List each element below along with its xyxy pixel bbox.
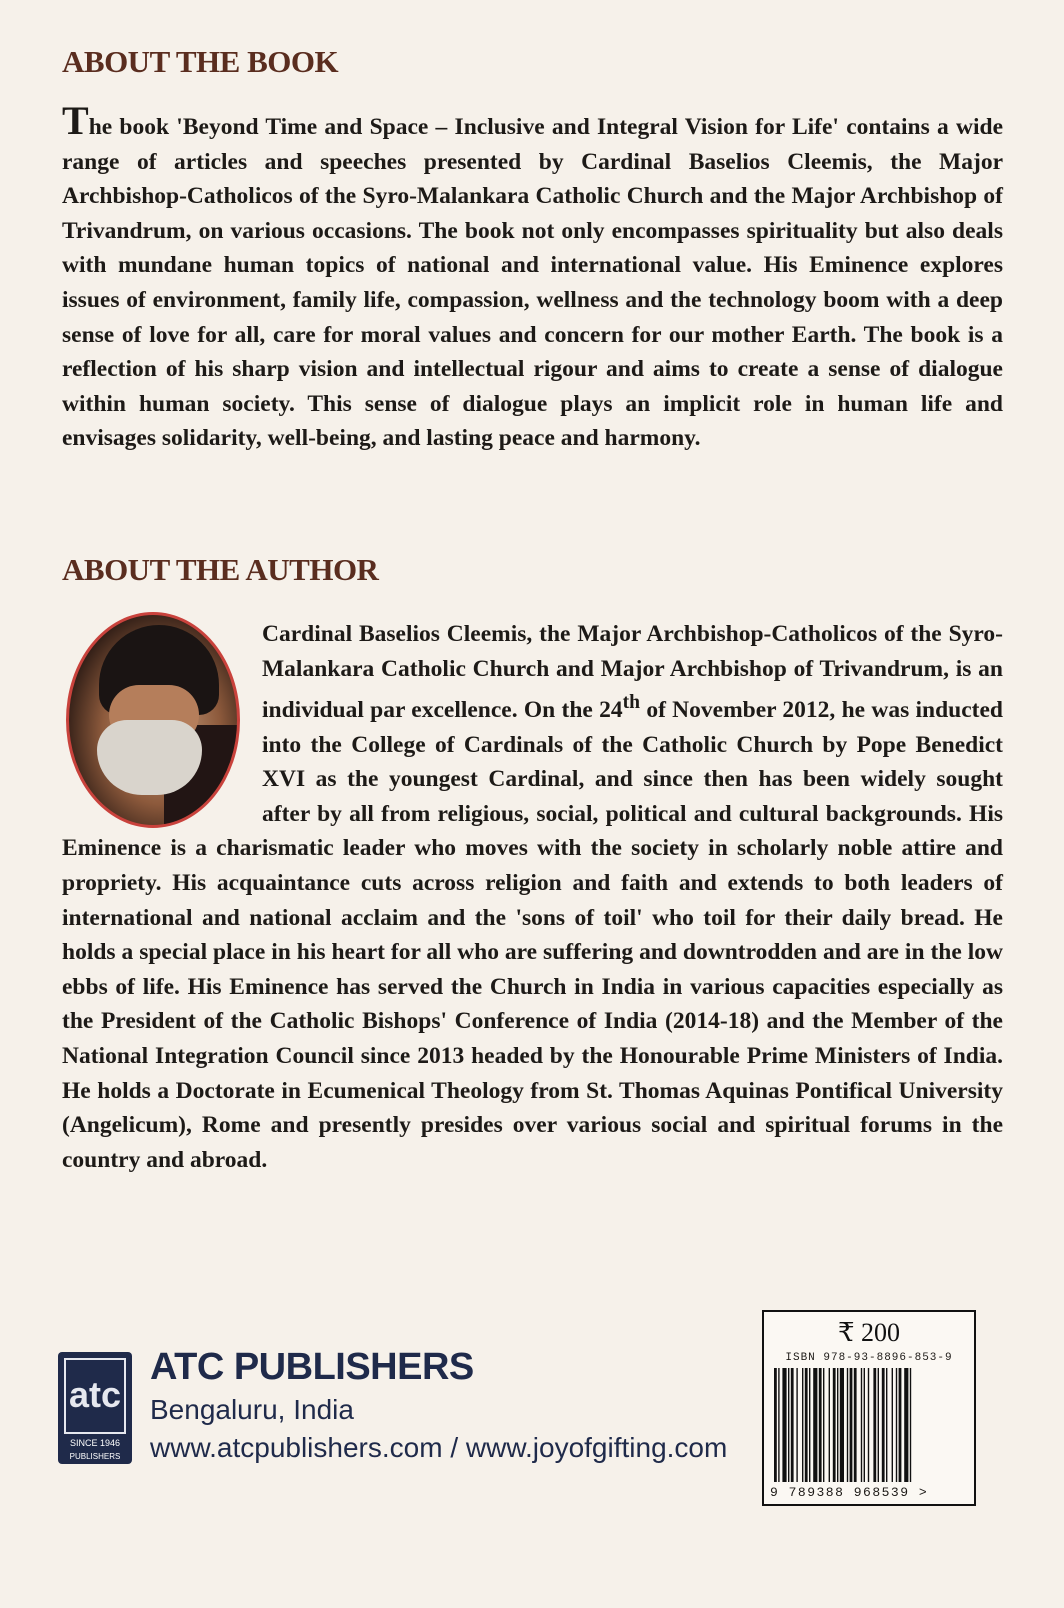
about-book-text <box>62 98 1003 456</box>
isbn: ISBN 978-93-8896-853-9 <box>785 1352 953 1364</box>
price: ₹ 200 <box>837 1318 901 1347</box>
barcode-bar <box>899 1368 902 1482</box>
barcode-bar <box>840 1368 844 1482</box>
barcode-bar <box>847 1368 848 1482</box>
drop-cap: T <box>62 98 89 143</box>
barcode-bar <box>802 1368 803 1482</box>
barcode-bar <box>823 1368 824 1482</box>
about-author-text <box>62 617 1003 1177</box>
barcode-bar <box>782 1368 786 1482</box>
logo-mark: atc <box>64 1358 126 1434</box>
logo-since: SINCE 1946 <box>69 1438 121 1448</box>
ordinal-suffix: th <box>622 692 641 714</box>
barcode-bar <box>854 1368 857 1482</box>
barcode-bar <box>809 1368 810 1482</box>
about-author-heading: ABOUT THE AUTHOR <box>62 552 379 587</box>
barcode-bar <box>886 1368 887 1482</box>
barcode-bar <box>796 1368 797 1482</box>
barcode-bar <box>833 1368 836 1482</box>
barcode-bar <box>861 1368 862 1482</box>
barcode-box <box>762 1310 976 1506</box>
barcode-bar <box>878 1368 879 1482</box>
publisher-city: Bengaluru, India <box>150 1394 354 1425</box>
barcode-bar <box>778 1368 779 1482</box>
about-book-heading: ABOUT THE BOOK <box>62 44 339 79</box>
publisher-name: ATC PUBLISHERS <box>150 1346 474 1388</box>
barcode-bar <box>910 1368 911 1482</box>
barcode-bar <box>829 1368 830 1482</box>
barcode-bar <box>868 1368 869 1482</box>
barcode-bar <box>850 1368 853 1482</box>
barcode-bar <box>882 1368 885 1482</box>
barcode-bar <box>791 1368 794 1482</box>
publisher-logo <box>58 1352 132 1464</box>
barcode-bar <box>813 1368 817 1482</box>
barcode-bar <box>819 1368 822 1482</box>
barcode-bar <box>788 1368 789 1482</box>
barcode-bar <box>892 1368 893 1482</box>
about-book-body: he book 'Beyond Time and Space – Inclusive and Integral Vision for Life' contains a wide range of articles and speeches presented by Cardinal Baselios Cleemis, the Major Archbishop-Catholicos of the Syro-Malankara Catholic Church and the Major Archbishop of Trivandrum, on various occasions. The book not only encompasses spirituality but also deals with mundane human topics of national and international value. His Eminence explores issues of environment, family life, compassion, wellness and the technology boom with a deep sense of love for all, care for moral values and concern for our mother Earth. The book is a reflection of his sharp vision and intellectual rigour and aims to create a sense of dialogue within human society. This sense of dialogue plays an implicit role in human life and envisages solidarity, well-being, and lasting peace and harmony. <box>62 114 1003 452</box>
author-text-part1: Cardinal Baselios Cleemis, the Major Archbishop-Catholicos of the Syro-Malankara Catholic Church and Major Archbishop of Trivandrum, is an individual par excellence. On the 24 <box>262 621 1003 724</box>
barcode-bar <box>774 1368 777 1482</box>
barcode-bar <box>873 1368 876 1482</box>
barcode-digits: 9 789388 968539 > <box>770 1485 929 1500</box>
logo-publishers: PUBLISHERS <box>69 1452 121 1461</box>
author-text-part2: of November 2012, he was inducted into the College of Cardinals of the Catholic Church by Pope Benedict XVI as the youngest Cardinal, and since then has been widely sought after by all from religious, social, political and cultural backgrounds. His Eminence is a charismatic leader who moves with the society in scholarly noble attire and propriety. His acquaintance cuts across religion and faith and extends to both leaders of international and national acclaim and the 'sons of toil' who toil for their daily bread. He holds a special place in his heart for all who are suffering and downtrodden and are in the low ebbs of life. His Eminence has served the Church in India in various capacities especially as the President of the Catholic Bishops' Conference of India (2014-18) and the Member of the National Integration Council since 2013 headed by the Honourable Prime Ministers of India. He holds a Doctorate in Ecumenical Theology from St. Thomas Aquinas Pontifical University (Angelicum), Rome and presently presides over various social and spiritual forums in the country and abroad. <box>62 697 1004 1173</box>
portrait-spacer <box>62 617 262 821</box>
barcode-bar <box>805 1368 808 1482</box>
barcode-bars <box>774 1368 964 1482</box>
barcode-bar <box>864 1368 865 1482</box>
barcode-bar <box>904 1368 908 1482</box>
barcode-bar <box>896 1368 897 1482</box>
publisher-websites[interactable]: www.atcpublishers.com / www.joyofgifting.com <box>150 1432 728 1463</box>
barcode-bar <box>837 1368 838 1482</box>
